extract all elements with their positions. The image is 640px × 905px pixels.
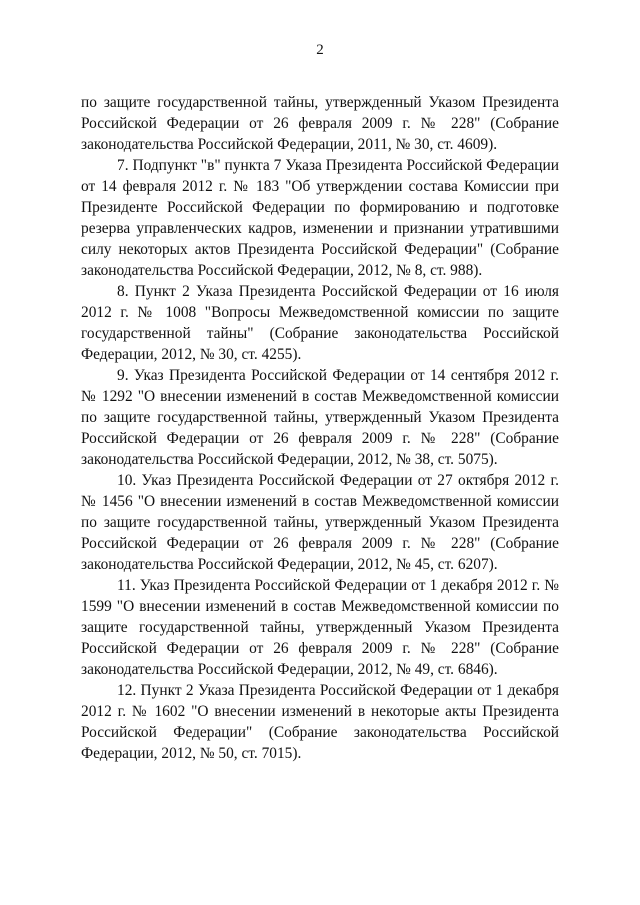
document-body [81,92,559,764]
paragraph-item-8: 8. Пункт 2 Указа Президента Российской Федерации от 16 июля 2012 г. № 1008 "Вопросы Межведомственной комиссии по защите государственной тайны" (Собрание законодательства Российской Федерации, 2012, № 30, ст. 4255). [81,283,559,363]
paragraph-item-7: 7. Подпункт "в" пункта 7 Указа Президента Российской Федерации от 14 февраля 2012 г. № 183 "Об утверждении состава Комиссии при Президенте Российской Федерации по формированию и подготовке резерва управленческих кадров, изменении и признании утратившими силу некоторых актов Президента Российской Федерации" (Собрание законодательства Российской Федерации, 2012, № 8, ст. 988). [81,157,559,279]
page-number: 2 [316,42,324,58]
paragraph-item-11: 11. Указ Президента Российской Федерации от 1 декабря 2012 г. № 1599 "О внесении изменений в состав Межведомственной комиссии по защите государственной тайны, утвержденный Указом Президента Российской Федерации от 26 февраля 2009 г. № 228" (Собрание законодательства Российской Федерации, 2012, № 49, ст. 6846). [81,577,559,678]
paragraph-item-12: 12. Пункт 2 Указа Президента Российской Федерации от 1 декабря 2012 г. № 1602 "О внесении изменений в некоторые акты Президента Российской Федерации" (Собрание законодательства Российской Федерации, 2012, № 50, ст. 7015). [81,682,559,762]
paragraph-item-10: 10. Указ Президента Российской Федерации от 27 октября 2012 г. № 1456 "О внесении изменений в состав Межведомственной комиссии по защите государственной тайны, утвержденный Указом Президента Российской Федерации от 26 февраля 2009 г. № 228" (Собрание законодательства Российской Федерации, 2012, № 45, ст. 6207). [81,472,559,573]
paragraph-item-9: 9. Указ Президента Российской Федерации от 14 сентября 2012 г. № 1292 "О внесении изменений в состав Межведомственной комиссии по защите государственной тайны, утвержденный Указом Президента Российской Федерации от 26 февраля 2009 г. № 228" (Собрание законодательства Российской Федерации, 2012, № 38, ст. 5075). [81,367,559,468]
paragraph-continuation: по защите государственной тайны, утвержденный Указом Президента Российской Федерации от 26 февраля 2009 г. № 228" (Собрание законодательства Российской Федерации, 2011, № 30, ст. 4609). [81,94,559,153]
